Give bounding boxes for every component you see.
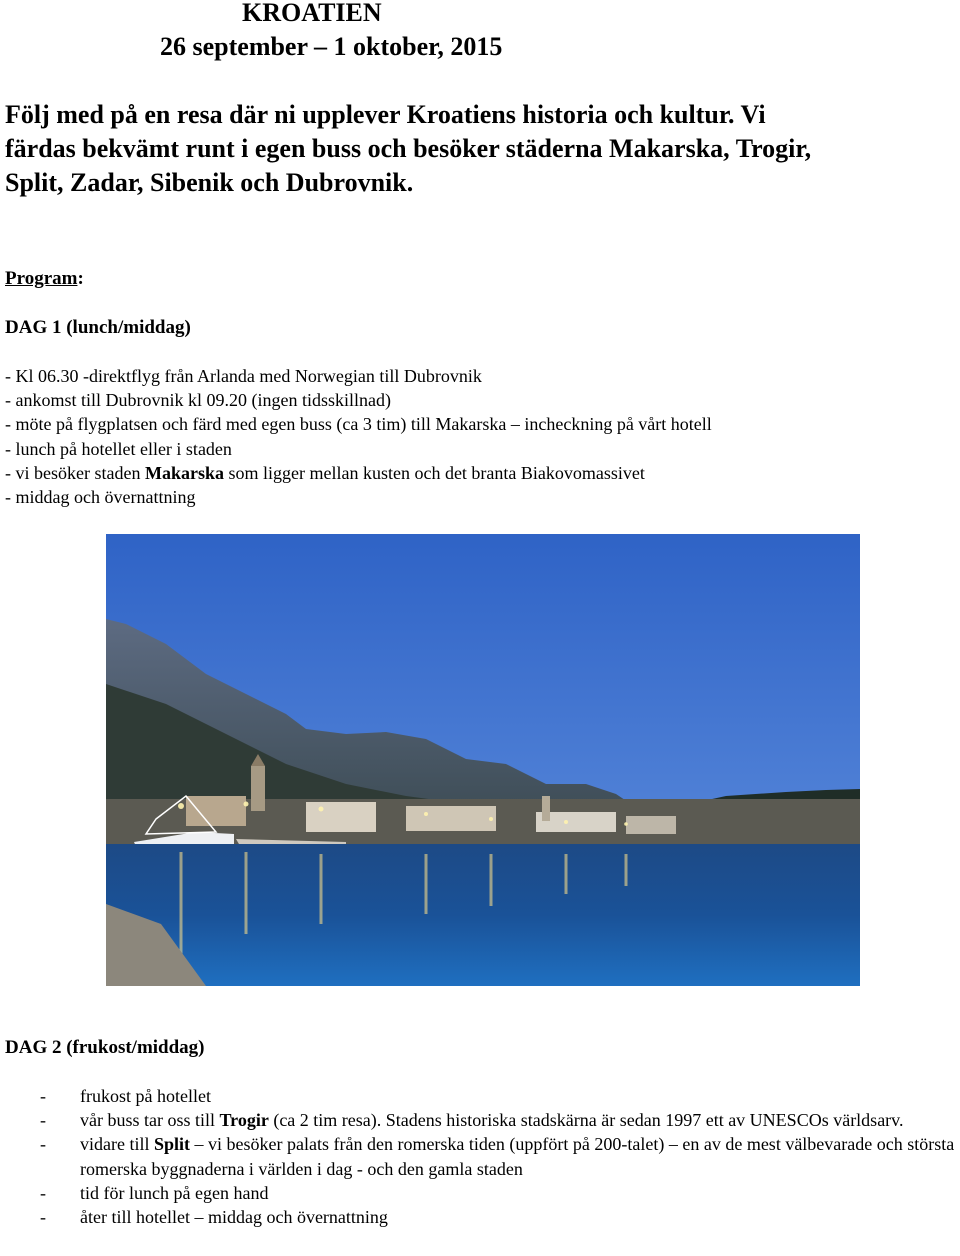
intro-paragraph (5, 98, 945, 200)
bullet-dash: - (40, 1086, 46, 1106)
intro-line: Följ med på en resa där ni upplever Kroatiens historia och kultur. Vi (5, 100, 766, 129)
line-text: (ca 2 tim resa). Stadens historiska stadskärna är sedan 1997 ett av UNESCOs världsarv. (268, 1110, 904, 1131)
line-text: som ligger mellan kusten och det branta Biakovomassivet (223, 462, 645, 483)
list-item-text (80, 1108, 960, 1132)
list-item-text (80, 1132, 960, 1180)
list-item-text: frukost på hotellet (80, 1086, 211, 1106)
list-item (5, 1132, 960, 1180)
program-colon: : (77, 268, 84, 289)
list-item (5, 1108, 960, 1132)
bullet-dash: - (40, 1110, 46, 1131)
list-item-text: tid för lunch på egen hand (80, 1182, 269, 1203)
bullet-dash: - (40, 1207, 46, 1228)
city-name: Split (153, 1134, 191, 1155)
list-item (5, 1205, 960, 1229)
day2-itinerary (5, 1084, 960, 1229)
intro-line: Split, Zadar, Sibenik och Dubrovnik. (5, 168, 414, 197)
line-text: – vi besöker palats från den romerska tiden (uppfört på 200-talet) – en av de mest välbevarade och största romerska byggnaderna i världen i dag - och den gamla staden (80, 1134, 955, 1179)
day2-heading: DAG 2 (frukost/middag) (5, 1037, 205, 1058)
list-item-text: åter till hotellet – middag och övernattning (80, 1207, 388, 1228)
bullet-dash: - (40, 1182, 46, 1203)
city-name: Makarska (144, 462, 224, 483)
list-item (5, 1181, 960, 1205)
title-dates: 26 september – 1 oktober, 2015 (160, 32, 503, 61)
line-text: vidare till (80, 1134, 154, 1155)
itinerary-line (5, 461, 712, 485)
city-name: Trogir (219, 1110, 269, 1131)
itinerary-line: - ankomst till Dubrovnik kl 09.20 (ingen tidsskillnad) (5, 390, 391, 411)
itinerary-line: - Kl 06.30 -direktflyg från Arlanda med Norwegian till Dubrovnik (5, 366, 482, 386)
list-item (5, 1084, 960, 1108)
line-text: vår buss tar oss till (80, 1110, 220, 1131)
intro-line: färdas bekvämt runt i egen buss och besöker städerna Makarska, Trogir, (5, 134, 812, 163)
title-country: KROATIEN (242, 0, 382, 27)
itinerary-line: - möte på flygplatsen och färd med egen buss (ca 3 tim) till Makarska – incheckning på vårt hotell (5, 414, 712, 435)
day1-heading: DAG 1 (lunch/middag) (5, 317, 191, 338)
itinerary-line: - lunch på hotellet eller i staden (5, 438, 232, 459)
day1-itinerary (5, 364, 712, 509)
makarska-harbour-photo (106, 534, 860, 986)
line-text: - vi besöker staden (5, 462, 145, 483)
itinerary-line: - middag och övernattning (5, 487, 196, 508)
bullet-dash: - (40, 1134, 46, 1155)
program-label: Program (5, 268, 78, 289)
program-heading (5, 267, 84, 291)
